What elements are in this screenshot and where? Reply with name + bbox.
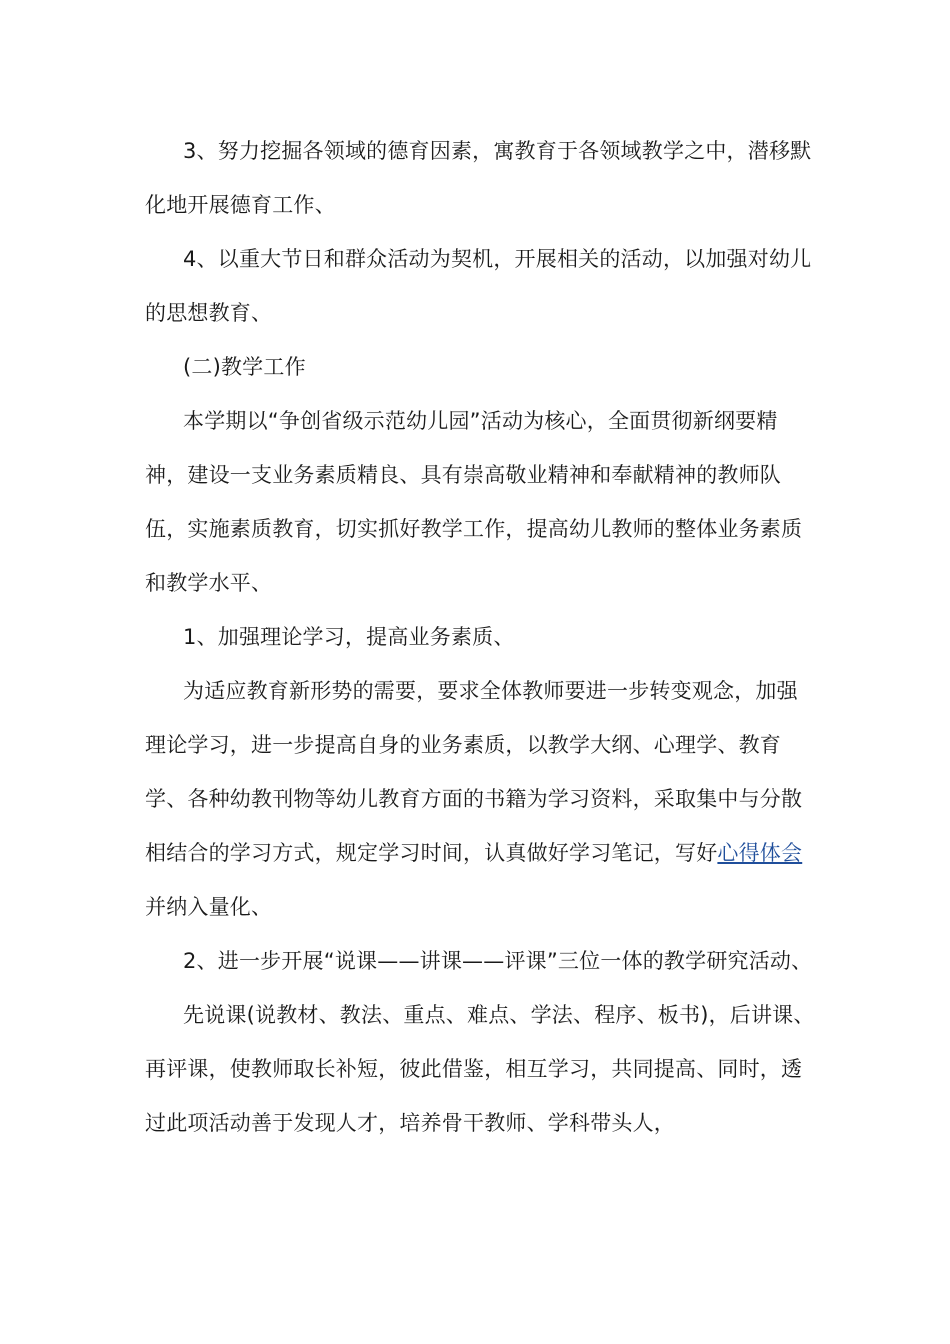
paragraph-theory-study-text: 为适应教育新形势的需要，要求全体教师要进一步转变观念，加强理论学习，进一步提高自身的业务素质，以教学大纲、心理学、教育学、各种幼教刊物等幼儿教育方面的书籍为学习资料，采取集中与分散相结合的学习方式，规定学习时间，认真做好学习笔记，写好 bbox=[145, 679, 803, 865]
paragraph-moral-education-3: 3、努力挖掘各领域的德育因素，寓教育于各领域教学之中，潜移默化地开展德育工作、 bbox=[145, 139, 812, 217]
link-xinde-tihui[interactable]: 心得体会 bbox=[717, 841, 803, 865]
paragraph-semester-goal: 本学期以“争创省级示范幼儿园”活动为核心，全面贯彻新纲要精神，建设一支业务素质精良、具有崇高敬业精神和奉献精神的教师队伍，实施素质教育，切实抓好教学工作，提高幼儿教师的整体业务素质和教学水平、 bbox=[145, 409, 803, 595]
section-heading-teaching-work: (二)教学工作 bbox=[183, 355, 306, 379]
paragraph-lesson-process: 先说课(说教材、教法、重点、难点、学法、程序、板书)，后讲课、再评课，使教师取长补短，彼此借鉴，相互学习，共同提高、同时，透过此项活动善于发现人才，培养骨干教师、学科带头人， bbox=[145, 1003, 815, 1135]
paragraph-theory-study bbox=[145, 664, 817, 934]
subheading-teaching-research: 2、进一步开展“说课——讲课——评课”三位一体的教学研究活动、 bbox=[183, 949, 813, 973]
paragraph-theory-study-tail: 并纳入量化、 bbox=[145, 895, 273, 919]
paragraph-moral-education-4: 4、以重大节日和群众活动为契机，开展相关的活动，以加强对幼儿的思想教育、 bbox=[145, 247, 812, 325]
subheading-theory-study: 1、加强理论学习，提高业务素质、 bbox=[183, 625, 515, 649]
document-body bbox=[145, 124, 817, 1150]
